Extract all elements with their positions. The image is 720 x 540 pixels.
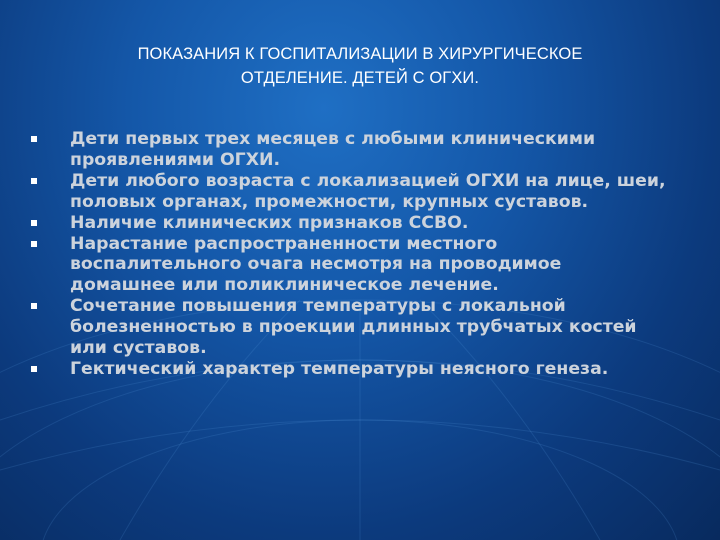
square-bullet-icon [31,366,37,372]
bullet-text: Нарастание распространенности местного воспалительного очага несмотря на проводимое домашнее или поликлиническое лечение. [70,233,562,296]
bullet-item [28,213,668,234]
slide-title-line-2: ОТДЕЛЕНИЕ. ДЕТЕЙ С ОГХИ. [240,69,480,87]
bullet-item [28,296,668,359]
bullet-item [28,234,668,297]
square-bullet-icon [31,136,37,142]
square-bullet-icon [31,241,37,247]
bullet-item [28,359,668,380]
slide-title [60,42,660,90]
bullet-item [28,171,668,213]
bullet-text: Гектический характер температуры неясного генеза. [70,358,609,379]
square-bullet-icon [31,220,37,226]
bullet-text: Сочетание повышения температуры с локальной болезненностью в проекции длинных трубчатых костей или суставов. [70,296,637,359]
square-bullet-icon [31,303,37,309]
square-bullet-icon [31,178,37,184]
bullet-text: Дети первых трех месяцев с любыми клиническими проявлениями ОГХИ. [70,129,596,170]
slide-title-line-1: ПОКАЗАНИЯ К ГОСПИТАЛИЗАЦИИ В ХИРУРГИЧЕСКОЕ [137,45,583,63]
bullet-item [28,129,668,171]
bullet-text: Дети любого возраста с локализацией ОГХИ на лице, шеи, половых органах, промежности, крупных суставов. [70,170,666,212]
bullet-text: Наличие клинических признаков ССВО. [70,212,469,233]
bullet-list [28,129,668,380]
